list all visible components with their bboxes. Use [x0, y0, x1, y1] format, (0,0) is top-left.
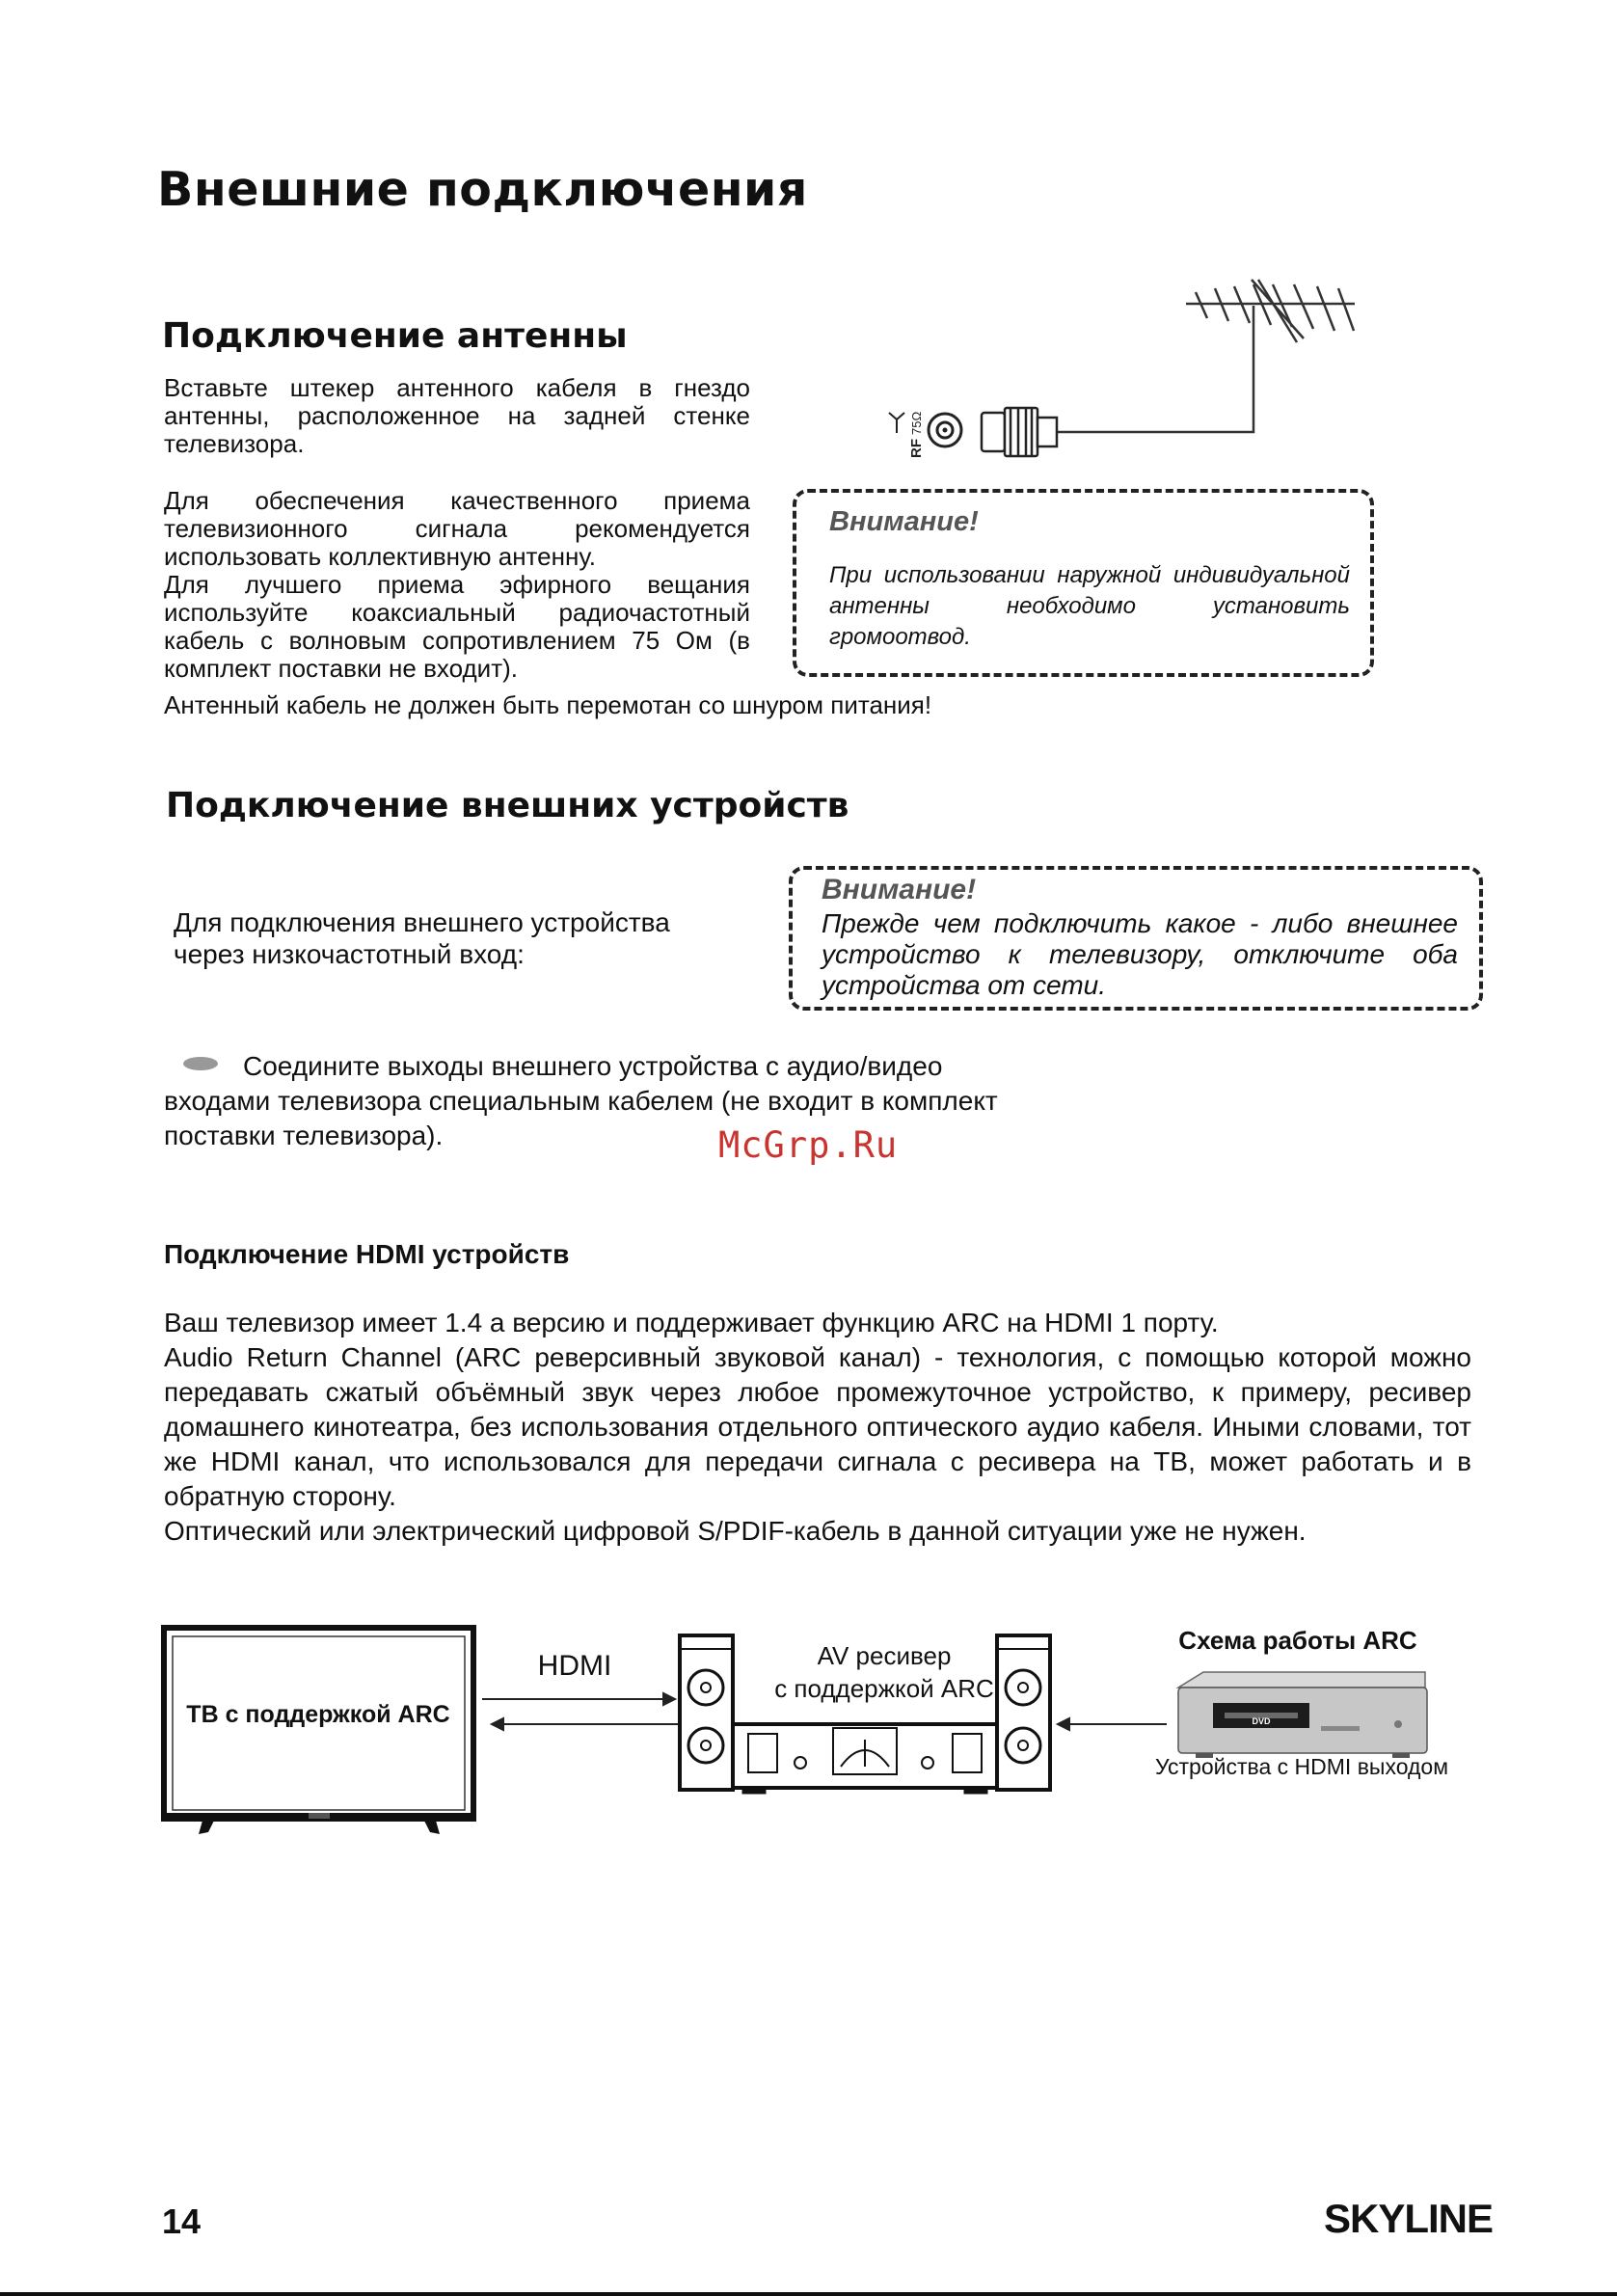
hdmi-spdif-line: Оптический или электрический цифровой S/PDIF-кабель в данной ситуации уже не нужен. [164, 1516, 1307, 1546]
external-bullet-text: Соедините выходы внешнего устройства с аудио/видео входами телевизора специальным кабелем (не входит в комплект поставки телевизора). [164, 1051, 998, 1150]
antenna-warning-box [793, 489, 1374, 677]
right-speaker-icon [997, 1635, 1050, 1790]
source-arrow [1058, 1718, 1167, 1730]
antenna-paragraph-1: Вставьте штекер антенного кабеля в гнездо антенны, расположенное на задней стенке телевизора. [164, 373, 750, 458]
dvd-player-icon [1178, 1672, 1427, 1758]
tv-label: ТВ с поддержкой ARC [186, 1701, 450, 1728]
left-speaker-icon [680, 1635, 733, 1790]
antenna-icon [1053, 280, 1355, 432]
external-intro: Для подключения внешнего устройства через низкочастотный вход: [174, 907, 670, 969]
bottom-edge-line [0, 2292, 1617, 2296]
antenna-warning-text: При использовании наружной индивидуальной антенны необходимо установить громоотвод. [829, 562, 1350, 650]
antenna-paragraph-2: Для обеспечения качественного приема телевизионного сигнала рекомендуется использовать коллективную антенну. [164, 486, 750, 571]
page-number: 14 [162, 2201, 202, 2241]
external-warning-box [789, 866, 1483, 1011]
arrow-left-icon [1058, 1718, 1069, 1730]
watermark: McGrp.Ru [718, 1124, 899, 1166]
antenna-paragraph-3: Для лучшего приема эфирного вещания используйте коаксиальный радиочастотный кабель с волновым сопротивлением 75 Ом (в комплект поставки не входит). [164, 570, 750, 683]
arrow-left-icon [492, 1718, 503, 1730]
receiver-label-line2: с поддержкой ARC [774, 1674, 994, 1703]
dvd-logo: DVD [1252, 1716, 1271, 1726]
brand-logo: SKYLINE [1324, 2196, 1494, 2241]
av-receiver-icon [733, 1724, 997, 1794]
scheme-title: Схема работы ARC [1178, 1626, 1417, 1655]
device-label: Устройства с HDMI выходом [1154, 1754, 1449, 1779]
tv-icon [164, 1628, 473, 1834]
hdmi-version-line: Ваш телевизор имеет 1.4 а версию и поддерживает функцию ARC на HDMI 1 порту. [164, 1308, 1219, 1337]
antenna-paragraph-4: Антенный кабель не должен быть перемотан со шнуром питания! [164, 690, 932, 719]
arrow-right-icon [663, 1693, 675, 1705]
arc-diagram [154, 1620, 1504, 1851]
page-title: Внешние подключения [157, 162, 808, 217]
external-heading: Подключение внешних устройств [166, 786, 849, 825]
antenna-heading: Подключение антенны [162, 316, 628, 356]
antenna-warning-title: Внимание! [829, 506, 979, 537]
hdmi-arc-paragraph: Audio Return Channel (ARC реверсивный звуковой канал) - технология, с помощью которой можно передавать сжатый объёмный звук через любое промежуточное устройство, к примеру, ресивер домашнего кинотеатра, без использования отдельного оптического аудио кабеля. Иными словами, тот же HDMI канал, что использовался для передачи сигнала с ресивера на ТВ, может работать и в обратную сторону. [164, 1342, 1471, 1511]
rf-socket-icon [929, 414, 961, 446]
coax-connector-icon [982, 408, 1057, 456]
external-warning-title: Внимание! [822, 874, 977, 905]
rf-impedance-label: 75Ω [909, 411, 924, 435]
hdmi-heading: Подключение HDMI устройств [164, 1239, 570, 1269]
hdmi-arrows [482, 1693, 680, 1730]
antenna-illustration [868, 275, 1369, 468]
receiver-label-line1: AV ресивер [817, 1641, 952, 1670]
hdmi-label: HDMI [537, 1650, 612, 1682]
rf-label: RF [908, 439, 925, 458]
antenna-symbol-icon [889, 413, 904, 433]
external-warning-text: Прежде чем подключить какое - либо внешнее устройство к телевизору, отключите оба устройства от сети. [822, 908, 1458, 1000]
